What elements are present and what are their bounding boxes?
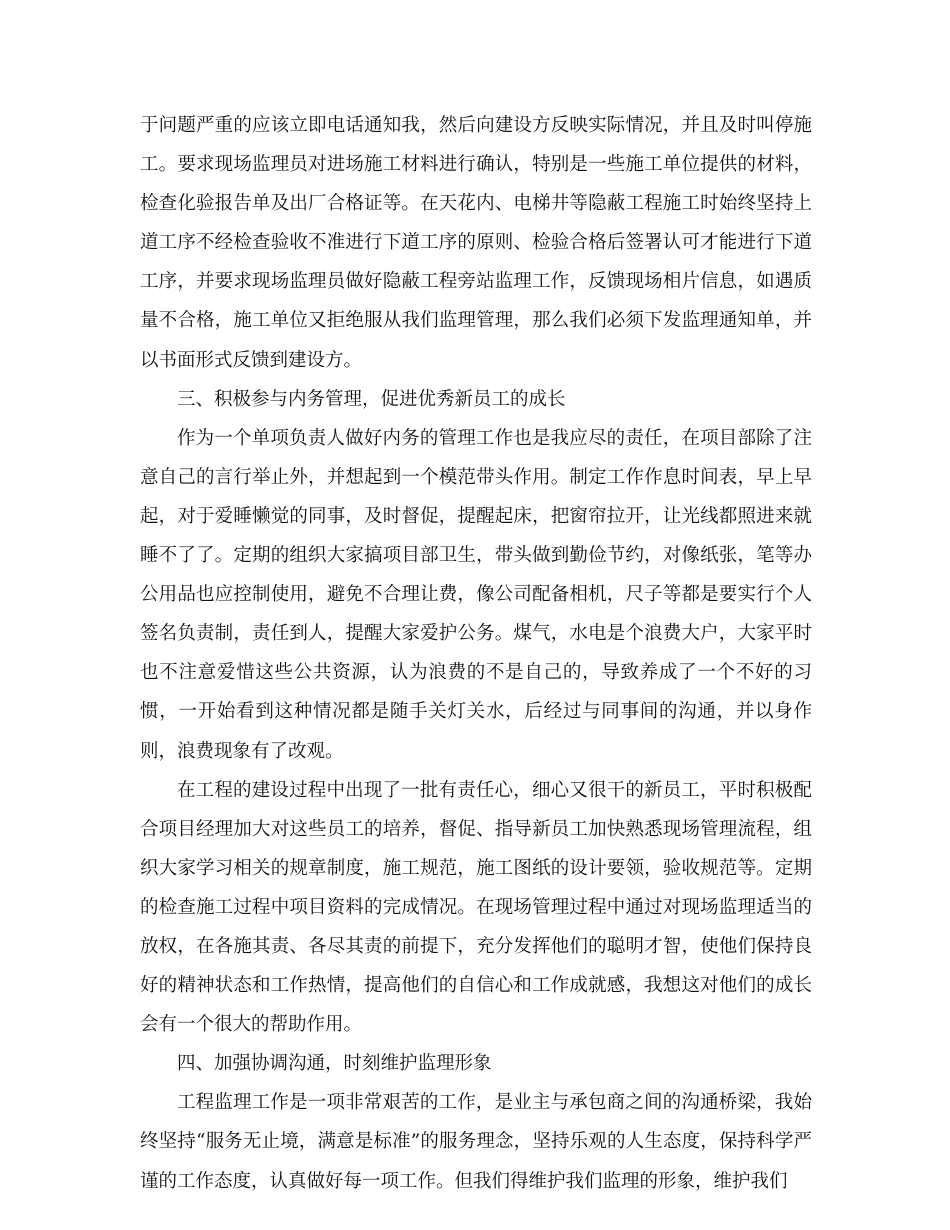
body-paragraph-4: 工程监理工作是一项非常艰苦的工作，是业主与承包商之间的沟通桥梁，我始终坚持“服务无止境，满意是标准”的服务理念，坚持乐观的人生态度，保持科学严谨的工作态度，认真做好每一项工作。但我们得维护我们监理的形象，维护我们 [140, 1092, 812, 1192]
section-heading-3: 三、积极参与内务管理，促进优秀新员工的成长 [177, 388, 566, 410]
body-paragraph-1: 于问题严重的应该立即电话通知我，然后向建设方反映实际情况，并且及时叫停施工。要求现场监理员对进场施工材料进行确认，特别是一些施工单位提供的材料，检查化验报告单及出厂合格证等。在天花内、电梯井等隐蔽工程施工时始终坚持上道工序不经检查验收不准进行下道工序的原则、检验合格后签署认可才能进行下道工序，并要求现场监理员做好隐蔽工程旁站监理工作，反馈现场相片信息，如遇质量不合格，施工单位又拒绝服从我们监理管理，那么我们必须下发监理通知单，并以书面形式反馈到建设方。 [140, 115, 812, 371]
body-paragraph-3: 在工程的建设过程中出现了一批有责任心，细心又很干的新员工，平时积极配合项目经理加大对这些员工的培养，督促、指导新员工加快熟悉现场管理流程，组织大家学习相关的规章制度，施工规范，施工图纸的设计要领，验收规范等。定期的检查施工过程中项目资料的完成情况。在现场管理过程中通过对现场监理适当的放权，在各施其责、各尽其责的前提下，充分发挥他们的聪明才智，使他们保持良好的精神状态和工作热情，提高他们的自信心和工作成就感，我想这对他们的成长会有一个很大的帮助作用。 [140, 779, 812, 1036]
document-page [140, 106, 812, 1201]
section-heading-4: 四、加强协调沟通，时刻维护监理形象 [177, 1053, 492, 1075]
body-paragraph-2: 作为一个单项负责人做好内务的管理工作也是我应尽的责任，在项目部除了注意自己的言行举止外，并想起到一个模范带头作用。制定工作作息时间表，早上早起，对于爱睡懒觉的同事，及时督促，提醒起床，把窗帘拉开，让光线都照进来就睡不了了。定期的组织大家搞项目部卫生，带头做到勤俭节约，对像纸张，笔等办公用品也应控制使用，避免不合理让费，像公司配备相机，尺子等都是要实行个人签名负责制，责任到人，提醒大家爱护公务。煤气，水电是个浪费大户，大家平时也不注意爱惜这些公共资源，认为浪费的不是自己的，导致养成了一个不好的习惯，一开始看到这种情况都是随手关灯关水，后经过与同事间的沟通，并以身作则，浪费现象有了改观。 [140, 427, 812, 762]
